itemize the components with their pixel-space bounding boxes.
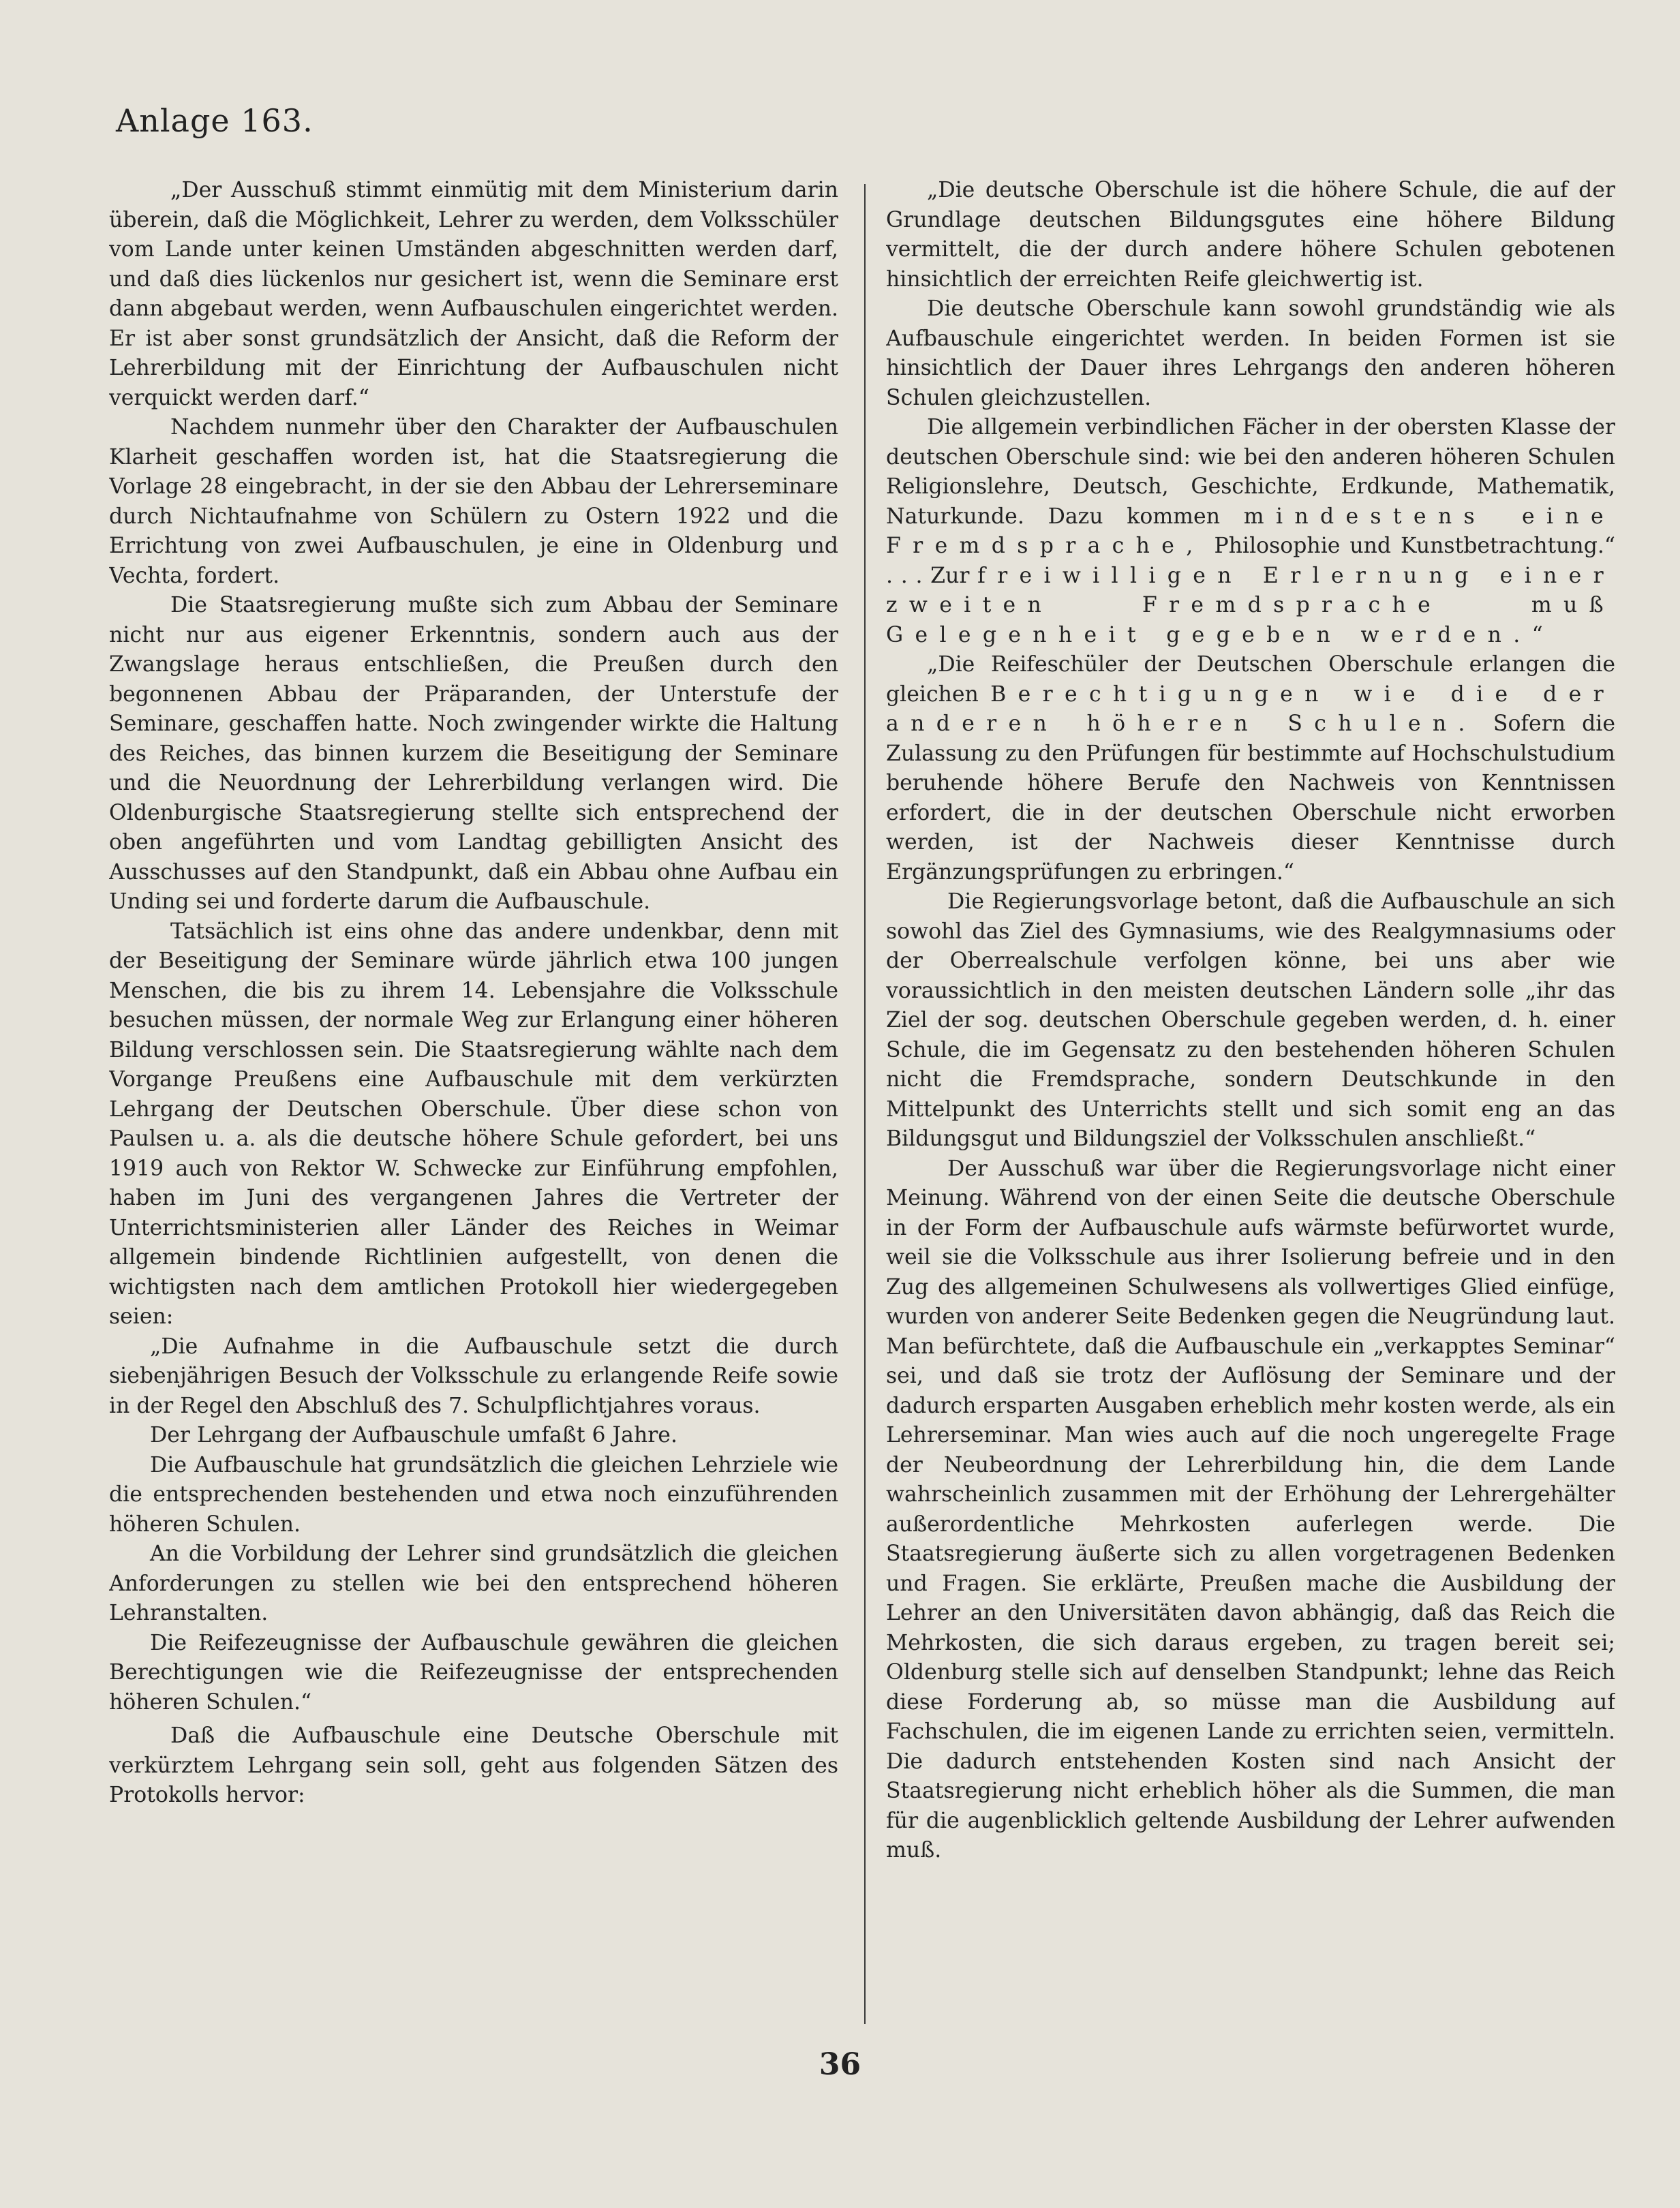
quote-paragraph: Der Lehrgang der Aufbauschule umfaßt 6 Jahre.	[150, 1423, 677, 1447]
quote-paragraph: Die Reifezeugnisse der Aufbauschule gewähren die gleichen Berechtigungen wie die Reifezeugnisse der entsprechenden höheren Schulen.“	[109, 1630, 838, 1715]
quote-paragraph: Die deutsche Oberschule kann sowohl grundständig wie als Aufbauschule eingerichtet werden. In beiden Formen ist sie hinsichtlich der Dauer ihres Lehrgangs den anderen höheren Schulen gleichzustellen.	[886, 296, 1615, 410]
right-column	[886, 176, 1615, 2023]
column-divider	[864, 184, 866, 2024]
page-header: Anlage 163.	[116, 102, 314, 139]
paragraph: Nachdem nunmehr über den Charakter der Aufbauschulen Klarheit geschaffen worden ist, hat die Staatsregierung die Vorlage 28 eingebracht, in der sie den Abbau der Lehrerseminare durch Nichtaufnahme von Schülern zu Ostern 1922 und die Errichtung von zwei Aufbauschulen, je eine in Oldenburg und Vechta, fordert.	[109, 415, 838, 588]
paragraph: Tatsächlich ist eins ohne das andere undenkbar, denn mit der Beseitigung der Seminare würde jährlich etwa 100 jungen Menschen, die bis zu ihrem 14. Lebensjahre die Volksschule besuchen müssen, der normale Weg zur Erlangung einer höheren Bildung verschlossen sein. Die Staatsregierung wählte nach dem Vorgange Preußens eine Aufbauschule mit dem verkürzten Lehrgang der Deutschen Oberschule. Über diese schon von Paulsen u. a. als die deutsche höhere Schule gefordert, bei uns 1919 auch von Rektor W. Schwecke zur Einführung empfohlen, haben im Juni des vergangenen Jahres die Vertreter der Unterrichtsministerien aller Länder des Reiches in Weimar allgemein bindende Richtlinien aufgestellt, von denen die wichtigsten nach dem amtlichen Protokoll hier wiedergegeben seien:	[109, 919, 838, 1329]
emphasized-text: mindestens eine Fremdsprache,	[886, 504, 1615, 558]
left-column	[109, 176, 838, 2016]
quote-paragraph: „Die deutsche Oberschule ist die höhere Schule, die auf der Grundlage deutschen Bildungsgutes eine höhere Bildung vermittelt, die der durch andere höhere Schulen gebotenen hinsichtlich der erreichten Reife gleichwertig ist.	[886, 178, 1615, 292]
quote-paragraph: „Die Aufnahme in die Aufbauschule setzt die durch siebenjährigen Besuch der Volksschule zu erlangende Reife sowie in der Regel den Abschluß des 7. Schulpflichtjahres voraus.	[109, 1334, 838, 1418]
text-run: Philosophie und Kunstbetrachtung.“ . . . Zur	[886, 534, 1615, 588]
paragraph: Der Ausschuß war über die Regierungsvorlage nicht einer Meinung. Während von der einen Seite die deutsche Oberschule in der Form der Aufbauschule aufs wärmste befürwortet wurde, weil sie die Volksschule aus ihrer Isolierung befreie und in den Zug des allgemeinen Schulwesens als vollwertiges Glied einfüge, wurden von anderer Seite Bedenken gegen die Neugründung laut. Man befürchtete, daß die Aufbauschule ein „verkapptes Seminar“ sei, und daß sie trotz der Auflösung der Seminare und der dadurch ersparten Ausgaben erheblich mehr kosten werde, als ein Lehrerseminar. Man wies auch auf die noch ungeregelte Frage der Neubeordnung der Lehrerbildung hin, die dem Lande wahrscheinlich zusammen mit der Erhöhung der Lehrergehälter außerordentliche Mehrkosten auferlegen werde. Die Staatsregierung äußerte sich zu allen vorgetragenen Bedenken und Fragen. Sie erklärte, Preußen mache die Ausbildung der Lehrer an den Universitäten davon abhängig, daß das Reich die Mehrkosten, die sich daraus ergeben, zu tragen bereit sei; Oldenburg stelle sich auf denselben Standpunkt; lehne das Reich diese Forderung ab, so müsse man die Ausbildung auf Fachschulen, die im eigenen Lande zu errichten seien, vermitteln. Die dadurch entstehenden Kosten sind nach Ansicht der Staatsregierung nicht erheblich höher als die Summen, die man für die augenblicklich geltende Ausbildung der Lehrer aufwenden muß.	[886, 1156, 1615, 1862]
emphasized-text: freiwilligen Erlernung einer zweiten Fremdsprache muß Gelegenheit gegeben werden.	[886, 563, 1615, 647]
text-run: Sofern die Zulassung zu den Prüfungen für bestimmte auf Hochschulstudium beruhende höhere Berufe den Nachweis von Kenntnissen erfordert, die in der deutschen Oberschule nicht erworben werden, ist der Nachweis dieser Kenntnisse durch Ergänzungsprüfungen zu erbringen.“	[886, 711, 1615, 885]
paragraph: Die Regierungsvorlage betont, daß die Aufbauschule an sich sowohl das Ziel des Gymnasiums, wie des Realgymnasiums oder der Oberrealschule verfolgen könne, bei uns aber wie voraussichtlich in den meisten deutschen Ländern solle „ihr das Ziel der sog. deutschen Oberschule gegeben werden, d. h. einer Schule, die im Gegensatz zu den bestehenden höheren Schulen nicht die Fremdsprache, sondern Deutschkunde in den Mittelpunkt des Unterrichts stellt und sich somit eng an das Bildungsgut und Bildungsziel der Volksschulen anschließt.“	[886, 889, 1615, 1151]
text-run: Die allgemein verbindlichen Fächer in der obersten Klasse der deutschen Oberschule sind: wie bei den anderen höheren Schulen Religionslehre, Deutsch, Geschichte, Erdkunde, Mathematik, Naturkunde. Dazu kommen	[886, 415, 1615, 529]
paragraph: Daß die Aufbauschule eine Deutsche Oberschule mit verkürztem Lehrgang sein soll, geht aus folgenden Sätzen des Protokolls hervor:	[109, 1723, 838, 1807]
quote-paragraph: Die Aufbauschule hat grundsätzlich die gleichen Lehrziele wie die entsprechenden bestehenden und etwa noch einzuführenden höheren Schulen.	[109, 1452, 838, 1537]
paragraph: „Der Ausschuß stimmt einmütig mit dem Ministerium darin überein, daß die Möglichkeit, Lehrer zu werden, dem Volksschüler vom Lande unter keinen Umständen abgeschnitten werden darf, und daß dies lückenlos nur gesichert ist, wenn die Seminare erst dann abgebaut werden, wenn Aufbauschulen eingerichtet werden. Er ist aber sonst grundsätzlich der Ansicht, daß die Reform der Lehrerbildung mit der Einrichtung der Aufbauschulen nicht verquickt werden darf.“	[109, 178, 838, 410]
quote-paragraph: An die Vorbildung der Lehrer sind grundsätzlich die gleichen Anforderungen zu stellen wie bei den entsprechend höheren Lehranstalten.	[109, 1542, 838, 1625]
text-run: “	[1531, 622, 1543, 647]
page-number: 36	[819, 2047, 861, 2082]
text-run: „Die Reifeschüler der Deutschen Oberschule erlangen die gleichen	[886, 652, 1615, 707]
emphasized-text: Berechtigungen wie die der anderen höheren Schulen.	[886, 681, 1615, 736]
paragraph: Die Staatsregierung mußte sich zum Abbau der Seminare nicht nur aus eigener Erkenntnis, sondern auch aus der Zwangslage heraus entschließen, die Preußen durch den begonnenen Abbau der Präparanden, der Unterstufe der Seminare, geschaffen hatte. Noch zwingender wirkte die Haltung des Reiches, das binnen kurzem die Beseitigung der Seminare und die Neuordnung der Lehrerbildung verlangen wird. Die Oldenburgische Staatsregierung stellte sich entsprechend der oben angeführten und vom Landtag gebilligten Ansicht des Ausschusses auf den Standpunkt, daß ein Abbau ohne Aufbau ein Unding sei und forderte darum die Aufbauschule.	[109, 593, 838, 914]
quote-paragraph	[886, 413, 1615, 650]
quote-paragraph	[886, 650, 1615, 887]
